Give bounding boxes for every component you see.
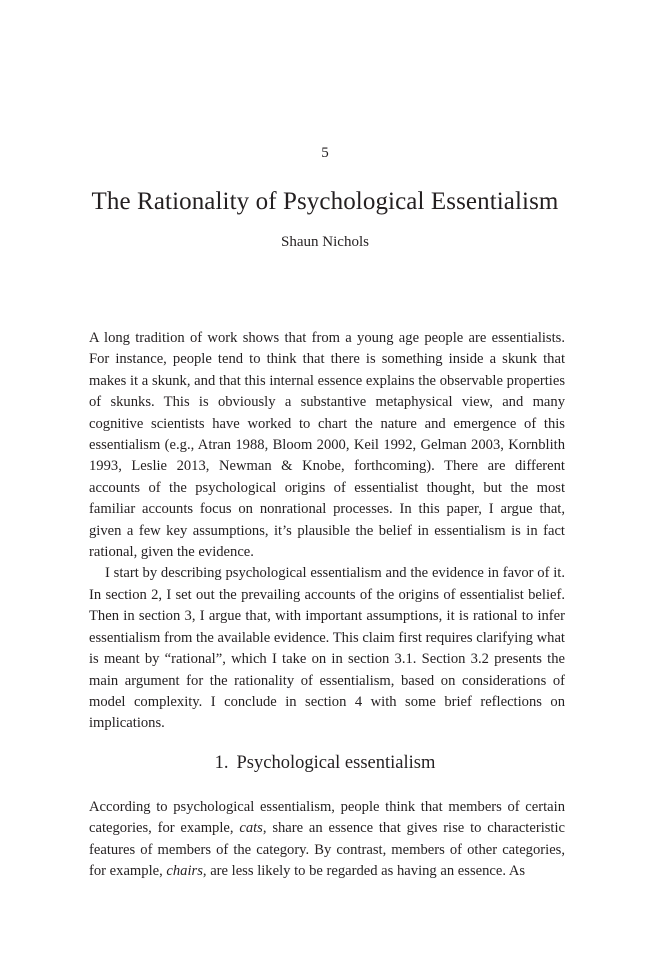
- section-heading: [0, 753, 650, 774]
- example-cats: cats: [239, 820, 263, 837]
- section-paragraph-1: [89, 797, 565, 883]
- section-number: 1.: [214, 753, 229, 773]
- section-text-part-2: , share an essence that gives rise to characteristic features of members of the category. By contrast, members of other categories, for example,: [89, 820, 566, 880]
- chapter-title: The Rationality of Psychological Essentialism: [91, 188, 559, 215]
- intro-paragraph-2: I start by describing psychological essentialism and the evidence in favor of it. In section 2, I set out the prevailing accounts of the origins of essentialist belief. Then in section 3, I argue that, with important assumptions, it is rational to infer essentialism from the available evidence. This claim first requires clarifying what is meant by “rational”, which I take on in section 3.1. Section 3.2 presents the main argument for the rationality of essentialism, based on considerations of model complexity. I conclude in section 4 with some brief reflections on implications.: [89, 565, 565, 732]
- section-text-part-1: According to psychological essentialism, people think that members of certain categories, for example,: [89, 799, 565, 837]
- intro-paragraph-1: A long tradition of work shows that from a young age people are essentialists. For instance, people tend to think that there is something inside a skunk that makes it a skunk, and that this internal essence explains the observable properties of skunks. This is obviously a substantive metaphysical view, and many cognitive scientists have worked to chart the nature and emergence of this essentialism (e.g., Atran 1988, Bloom 2000, Keil 1992, Gelman 2003, Kornblith 1993, Leslie 2013, Newman & Knobe, forthcoming). There are different accounts of the psychological origins of essentialist thought, but the most familiar accounts focus on nonrational processes. In this paper, I argue that, given a few key assumptions, it’s plausible the belief in essentialism is in fact rational, given the evidence.: [89, 330, 565, 561]
- chapter-number: 5: [321, 145, 329, 161]
- section-title: Psychological essentialism: [236, 753, 436, 773]
- section-body-text: [89, 797, 565, 883]
- author-name: Shaun Nichols: [281, 234, 369, 250]
- intro-text: [89, 328, 565, 735]
- example-chairs: chairs: [166, 863, 203, 880]
- section-text-part-3: , are less likely to be regarded as having an essence. As: [202, 863, 526, 880]
